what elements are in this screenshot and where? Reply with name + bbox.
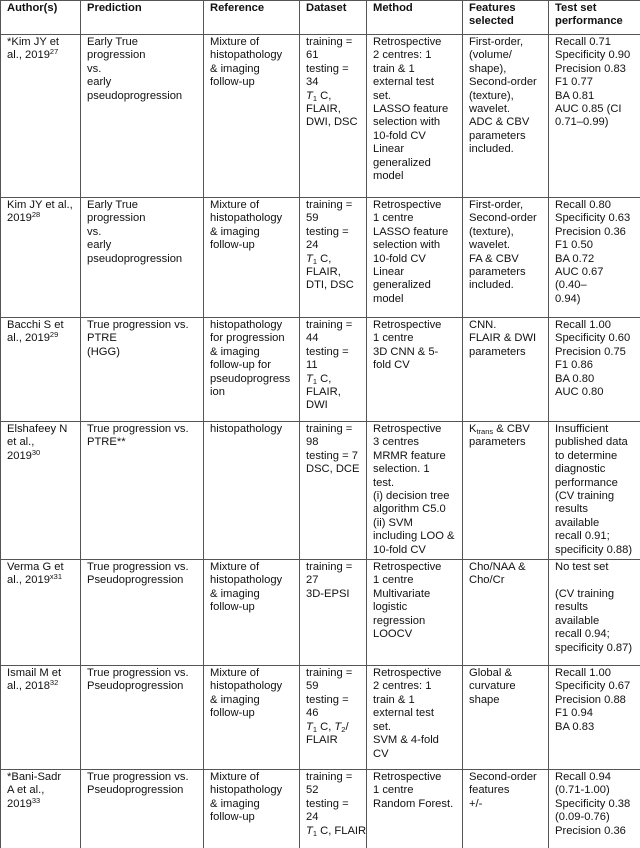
- performance-cell: Recall 0.94 (0.71-1.00) Specificity 0.38 (0.09-0.76) Precision 0.36: [549, 770, 640, 848]
- performance-cell: Recall 0.80 Specificity 0.63 Precision 0.36 F1 0.50 BA 0.72 AUC 0.67 (0.40– 0.94): [549, 198, 640, 318]
- header-dataset: Dataset: [300, 1, 367, 35]
- performance-cell: Recall 0.71 Specificity 0.90 Precision 0.83 F1 0.77 BA 0.81 AUC 0.85 (CI 0.71–0.99): [549, 35, 640, 198]
- features-cell: CNN. FLAIR & DWI parameters: [463, 318, 549, 422]
- dataset-cell: training = 61 testing = 34 $T_1$ C, FLAIR, DWI, DSC: [300, 35, 367, 198]
- header-author: Author(s): [1, 1, 81, 35]
- author-cell: *Kim JY et al., 2019$^{27}$: [1, 35, 81, 198]
- reference-cell: Mixture of histopathology & imaging follow-up: [204, 770, 300, 848]
- table-row: [1, 422, 640, 560]
- header-row: [1, 1, 640, 35]
- table-row: [1, 560, 640, 666]
- reference-cell: histopathology: [204, 422, 300, 560]
- method-cell: Retrospective 2 centres: 1 train & 1 external test set. LASSO feature selection with 10-fold CV Linear generalized model: [367, 35, 463, 198]
- method-cell: Retrospective 1 centre LASSO feature selection with 10-fold CV Linear generalized model: [367, 198, 463, 318]
- author-cell: Verma G et al., $2019^{x31}$: [1, 560, 81, 666]
- reference-cell: histopathology for progression & imaging follow-up for pseudoprogress ion: [204, 318, 300, 422]
- performance-cell: No test set (CV training results available recall 0.94; specificity 0.87): [549, 560, 640, 666]
- features-cell: Global & curvature shape: [463, 666, 549, 770]
- method-cell: Retrospective 1 centre 3D CNN & 5- fold CV: [367, 318, 463, 422]
- table-row: [1, 198, 640, 318]
- features-cell: Second-order features +/-: [463, 770, 549, 848]
- author-cell: Ismail M et al., 2018$^{32}$: [1, 666, 81, 770]
- features-cell: First-order, (volume/ shape), Second-order (texture), wavelet. ADC & CBV parameters included.: [463, 35, 549, 198]
- prediction-cell: True progression vs. PTRE (HGG): [81, 318, 204, 422]
- method-cell: Retrospective 3 centres MRMR feature selection. 1 test. (i) decision tree algorithm C5.0 (ii) SVM including LOO & 10-fold CV: [367, 422, 463, 560]
- reference-cell: Mixture of histopathology & imaging follow-up: [204, 198, 300, 318]
- prediction-cell: True progression vs. PTRE**: [81, 422, 204, 560]
- table-row: [1, 666, 640, 770]
- prediction-cell: Early True progression vs. early pseudoprogression: [81, 35, 204, 198]
- features-cell: Cho/NAA & Cho/Cr: [463, 560, 549, 666]
- header-prediction: Prediction: [81, 1, 204, 35]
- prediction-cell: True progression vs. Pseudoprogression: [81, 560, 204, 666]
- author-cell: *Bani-Sadr A et al., 2019$^{33}$: [1, 770, 81, 848]
- table-row: [1, 770, 640, 848]
- dataset-cell: training = 52 testing = 24 $T_1$ C, FLAIR: [300, 770, 367, 848]
- table-row: [1, 35, 640, 198]
- reference-cell: Mixture of histopathology & imaging follow-up: [204, 35, 300, 198]
- method-cell: Retrospective 1 centre Multivariate logistic regression LOOCV: [367, 560, 463, 666]
- table-row: [1, 318, 640, 422]
- prediction-cell: True progression vs. Pseudoprogression: [81, 770, 204, 848]
- prediction-cell: Early True progression vs. early pseudoprogression: [81, 198, 204, 318]
- header-reference: Reference: [204, 1, 300, 35]
- header-features: Features selected: [463, 1, 549, 35]
- method-cell: Retrospective 1 centre Random Forest.: [367, 770, 463, 848]
- performance-cell: Recall 1.00 Specificity 0.60 Precision 0.75 F1 0.86 BA 0.80 AUC 0.80: [549, 318, 640, 422]
- header-performance: Test set performance: [549, 1, 640, 35]
- reference-cell: Mixture of histopathology & imaging follow-up: [204, 666, 300, 770]
- features-cell: $K_{trans}$ & CBV parameters: [463, 422, 549, 560]
- method-cell: Retrospective 2 centres: 1 train & 1 external test set. SVM & 4-fold CV: [367, 666, 463, 770]
- prediction-cell: True progression vs. Pseudoprogression: [81, 666, 204, 770]
- author-cell: Bacchi S et al., 2019$^{29}$: [1, 318, 81, 422]
- author-cell: Elshafeey N et al., 2019$^{30}$: [1, 422, 81, 560]
- dataset-cell: training = 98 testing = 7 DSC, DCE: [300, 422, 367, 560]
- dataset-cell: training = 44 testing = 11 $T_1$ C, FLAIR, DWI: [300, 318, 367, 422]
- features-cell: First-order, Second-order (texture), wavelet. FA & CBV parameters included.: [463, 198, 549, 318]
- author-cell: Kim JY et al., 2019$^{28}$: [1, 198, 81, 318]
- reference-cell: Mixture of histopathology & imaging follow-up: [204, 560, 300, 666]
- dataset-cell: training = 27 3D-EPSI: [300, 560, 367, 666]
- performance-cell: Recall 1.00 Specificity 0.67 Precision 0.88 F1 0.94 BA 0.83: [549, 666, 640, 770]
- performance-cell: Insufficient published data to determine diagnostic performance (CV training results available recall 0.91; specificity 0.88): [549, 422, 640, 560]
- dataset-cell: training = 59 testing = 24 $T_1$ C, FLAIR, DTI, DSC: [300, 198, 367, 318]
- header-method: Method: [367, 1, 463, 35]
- dataset-cell: training = 59 testing = 46 $T_1$ C, $T_2/$ FLAIR: [300, 666, 367, 770]
